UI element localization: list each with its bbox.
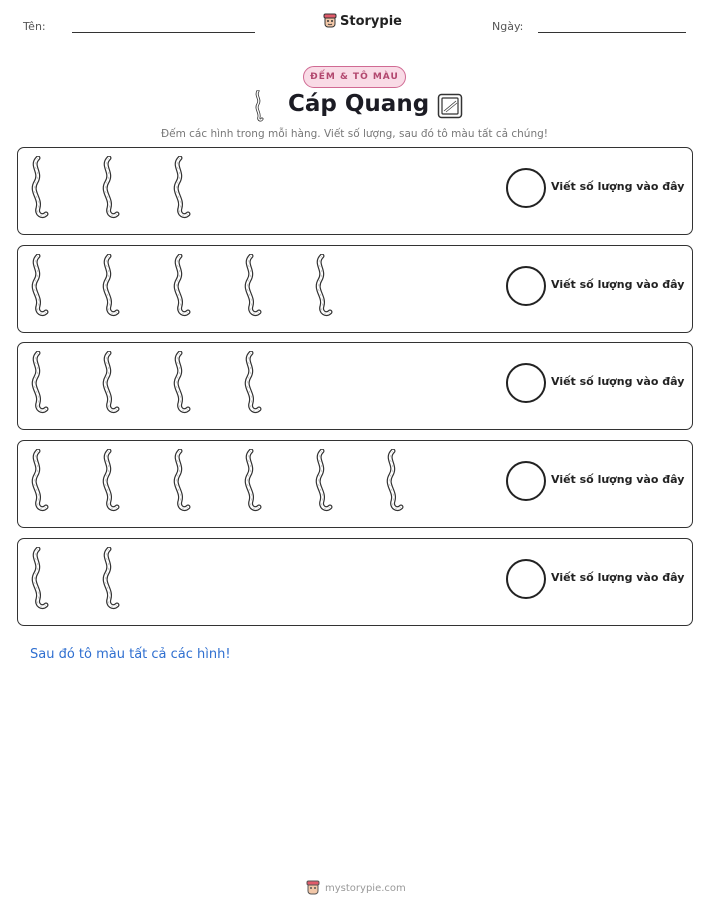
name-label: Tên: <box>23 20 46 33</box>
fiber-optic-cable-icon[interactable] <box>239 449 269 513</box>
fiber-optic-cable-icon[interactable] <box>26 547 56 611</box>
fiber-optic-cable-icon[interactable] <box>239 254 269 318</box>
page-title: Cáp Quang <box>288 91 430 117</box>
fiber-panel-icon <box>437 93 463 119</box>
fiber-optic-cable-icon[interactable] <box>310 254 340 318</box>
write-count-label: Viết số lượng vào đây <box>551 180 685 193</box>
answer-circle[interactable] <box>506 266 546 306</box>
instructions: Đếm các hình trong mỗi hàng. Viết số lượng, sau đó tô màu tất cả chúng! <box>160 128 548 140</box>
logo-text: Storypie <box>340 13 402 29</box>
counting-row <box>17 538 693 626</box>
name-line[interactable] <box>72 32 255 33</box>
fiber-optic-cable-icon[interactable] <box>168 254 198 318</box>
fiber-optic-cable-icon[interactable] <box>26 449 56 513</box>
fiber-optic-cable-icon[interactable] <box>381 449 411 513</box>
storypie-mascot-icon <box>323 13 337 29</box>
fiber-optic-cable-icon[interactable] <box>26 254 56 318</box>
fiber-optic-cable-icon[interactable] <box>97 547 127 611</box>
fiber-optic-cable-icon[interactable] <box>168 156 198 220</box>
fiber-optic-cable-icon[interactable] <box>97 351 127 415</box>
fiber-optic-cable-icon[interactable] <box>97 156 127 220</box>
answer-circle[interactable] <box>506 559 546 599</box>
counting-row <box>17 245 693 333</box>
write-count-label: Viết số lượng vào đây <box>551 278 685 291</box>
title-row <box>0 90 709 124</box>
fiber-optic-cable-icon[interactable] <box>26 351 56 415</box>
activity-badge: ĐẾM & TÔ MÀU <box>303 66 406 88</box>
fiber-optic-cable-icon[interactable] <box>310 449 340 513</box>
site-url: mystorypie.com <box>325 882 406 894</box>
write-count-label: Viết số lượng vào đây <box>551 473 685 486</box>
footer-note: Sau đó tô màu tất cả các hình! <box>30 647 231 662</box>
fiber-optic-cable-icon[interactable] <box>239 351 269 415</box>
counting-row <box>17 147 693 235</box>
write-count-label: Viết số lượng vào đây <box>551 375 685 388</box>
counting-row <box>17 440 693 528</box>
fiber-optic-cable-icon[interactable] <box>168 449 198 513</box>
fiber-optic-cable-icon[interactable] <box>168 351 198 415</box>
date-label: Ngày: <box>492 20 524 33</box>
answer-circle[interactable] <box>506 168 546 208</box>
write-count-label: Viết số lượng vào đây <box>551 571 685 584</box>
answer-circle[interactable] <box>506 363 546 403</box>
fiber-optic-cable-icon[interactable] <box>97 254 127 318</box>
answer-circle[interactable] <box>506 461 546 501</box>
fiber-optic-cable-icon[interactable] <box>97 449 127 513</box>
counting-row <box>17 342 693 430</box>
fiber-optic-cable-icon <box>252 90 266 122</box>
storypie-logo <box>323 13 402 29</box>
storypie-mascot-icon <box>306 880 320 896</box>
date-line[interactable] <box>538 32 686 33</box>
site-footer <box>306 880 406 896</box>
fiber-optic-cable-icon[interactable] <box>26 156 56 220</box>
